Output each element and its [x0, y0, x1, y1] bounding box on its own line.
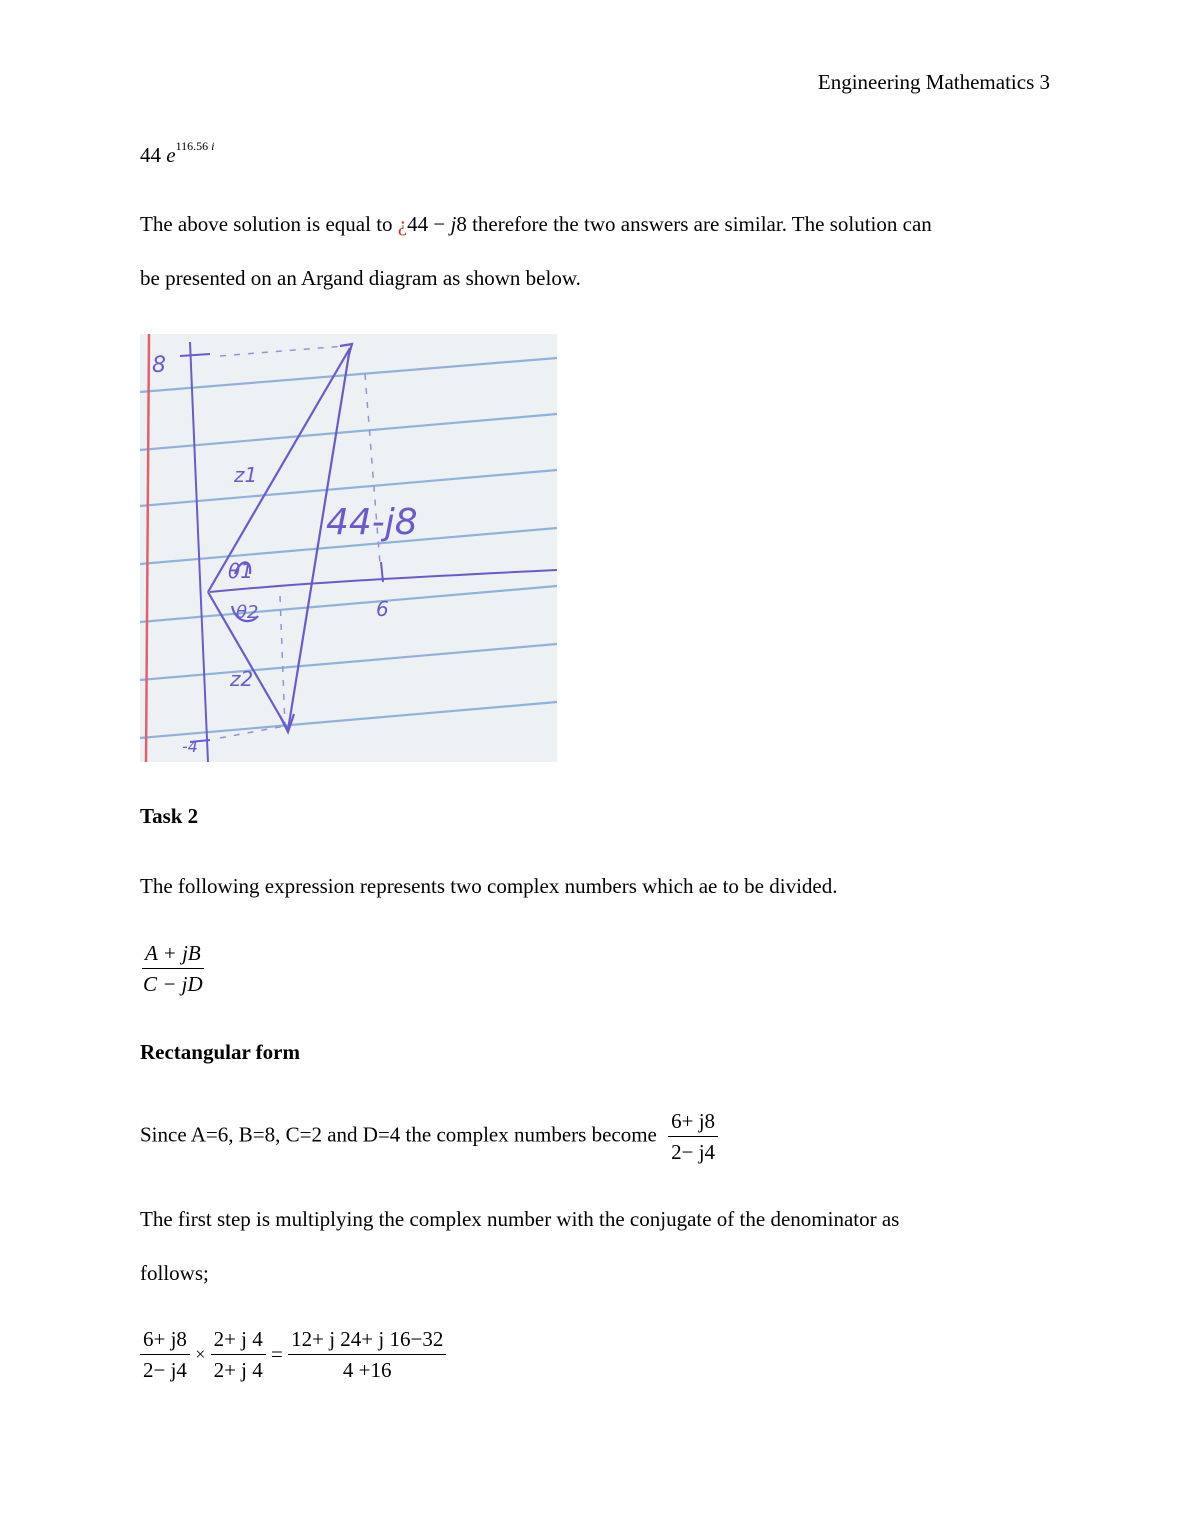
para1-minus: −: [433, 212, 446, 236]
eq-f1-numerator: 6+ j8: [140, 1326, 190, 1355]
paragraph-equivalence: [140, 212, 932, 237]
since-fraction-denominator: 2− j4: [671, 1140, 716, 1164]
label-bottom-tick: -4: [182, 737, 198, 756]
label-theta2: θ2: [236, 602, 259, 623]
eq-f2-numerator: 2+ j 4: [211, 1326, 266, 1355]
since-line: [140, 1108, 718, 1165]
label-result: 44-j8: [326, 502, 418, 543]
polar-e: e: [166, 143, 176, 167]
polar-exp-unit: i: [211, 139, 215, 153]
polar-exponent: 116.56: [175, 139, 209, 153]
label-mid-tick: 6: [376, 597, 389, 621]
general-fraction: [140, 940, 206, 997]
para1-before: The above solution is equal to: [140, 212, 398, 236]
step-line1: The first step is multiplying the complex number with the conjugate of the denominator as: [140, 1207, 900, 1231]
running-header: Engineering Mathematics 3: [817, 70, 1050, 94]
conjugate-equation: [140, 1326, 446, 1383]
since-fraction-numerator: 6+ j8: [668, 1108, 718, 1137]
argand-diagram-photo: [140, 334, 557, 762]
eq-equals: =: [271, 1342, 283, 1366]
since-text: Since A=6, B=8, C=2 and D=4 the complex numbers become: [140, 1122, 657, 1147]
polar-expression: [140, 139, 215, 168]
label-z2: z2: [230, 667, 254, 691]
eq-f3-numerator: 12+ j 24+ j 16−32: [288, 1326, 446, 1355]
task2-heading: Task 2: [140, 804, 199, 828]
task2-intro: The following expression represents two complex numbers which ae to be divided.: [140, 874, 838, 898]
polar-base: 44: [140, 143, 161, 167]
label-theta1: θ1: [228, 559, 253, 583]
eq-times: ×: [195, 1344, 206, 1364]
para1-expr-a: 44: [407, 212, 429, 236]
eq-f3-denominator: 4 +16: [342, 1358, 392, 1382]
para1-glyph: ¿: [397, 212, 408, 236]
para1-expr-b: 8: [456, 212, 467, 236]
eq-f2-denominator: 2+ j 4: [213, 1358, 263, 1382]
general-fraction-numerator: A + jB: [142, 940, 204, 969]
para1-after: therefore the two answers are similar. The solution can: [466, 212, 932, 236]
para1-j: j: [450, 212, 457, 236]
paper-background: [140, 334, 557, 762]
label-top-tick: 8: [152, 353, 166, 378]
rectangular-heading: Rectangular form: [140, 1040, 300, 1064]
label-z1: z1: [234, 463, 258, 487]
general-fraction-denominator: C − jD: [143, 972, 203, 996]
step-line2: follows;: [140, 1261, 209, 1285]
paragraph-equivalence-line2: be presented on an Argand diagram as shown below.: [140, 266, 581, 290]
eq-f1-denominator: 2− j4: [143, 1358, 187, 1382]
